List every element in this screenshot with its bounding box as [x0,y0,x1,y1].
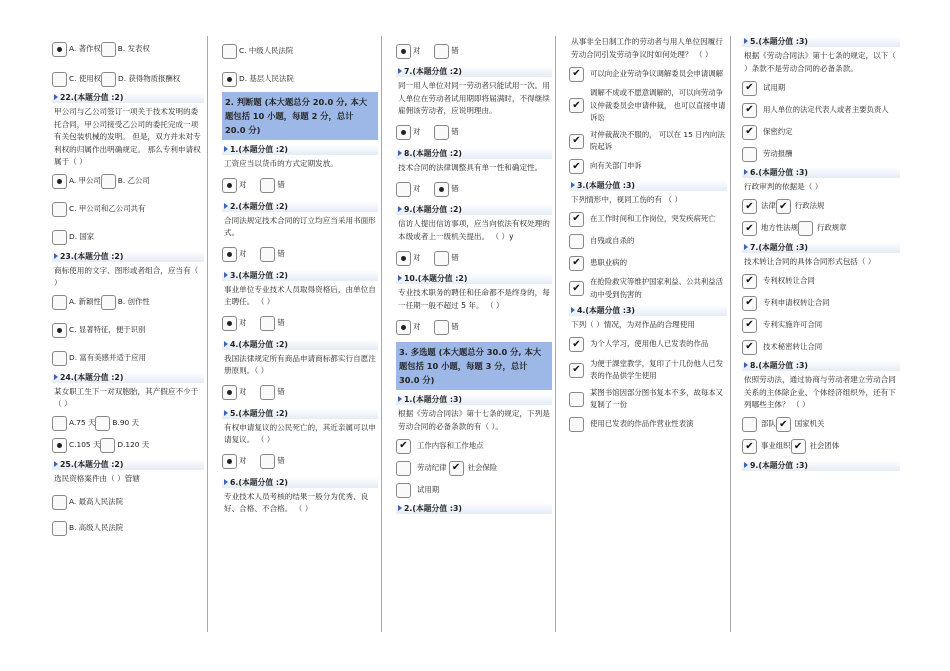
question-header: 8.(本题分值 :2) [396,148,552,159]
question-stem: 某女职工生下一对双胞胎，其产假应不少于（ ） [54,386,199,408]
option-row [742,416,900,434]
option-label: D.120 天 [117,440,150,450]
radio-true[interactable] [396,251,411,266]
option-row [569,129,727,154]
question-stem: 同一用人单位对同一劳动者只能试用一次。用人单位在劳动者试用期即将届满时，不得继续雇佣该劳动者，应说明理由。 [398,81,550,115]
checkbox[interactable]: ✔ [742,81,757,96]
radio-true[interactable] [396,44,411,59]
radio-true[interactable] [396,320,411,335]
option-label: 为个人学习，使用他人已发表的作品 [590,339,709,349]
option-row [52,437,204,455]
option-row [742,220,900,238]
option-row [569,232,727,250]
question-header: 5.(本题分值 :3) [742,36,900,47]
radio-b[interactable] [101,174,116,189]
option-row [569,158,727,176]
question-header: 5.(本题分值 :2) [222,408,378,419]
option-label: C. 使用权 [69,73,102,83]
question-stem: 专业技术人员考核的结果一般分为优秀、良好、合格、不合格。 （ ） [224,491,369,513]
option-row [396,481,552,499]
checkbox[interactable]: ✔ [449,461,464,476]
option-label: 在工作时间和工作岗位，突发疾病死亡 [590,213,716,223]
column-3 [396,36,552,632]
option-row [742,316,900,334]
radio-a[interactable] [52,495,67,510]
option-row [222,42,378,60]
true-false-row [396,42,552,60]
section-header-true-false: 2. 判断题 (本大题总分 20.0 分, 本大题包括 10 小题，每题 2 分，总计 20.0 分) [222,92,378,140]
radio-false[interactable] [434,44,449,59]
radio-b[interactable] [101,295,116,310]
question-stem: 合同法规定技术合同的订立均应当采用书面形式。 [224,215,376,237]
question-stem: 根据《劳动合同法》第十七条的规定，下列是劳动合同的必备条款的有（ ）。 [398,409,550,431]
radio-false[interactable] [260,385,275,400]
option-label: 对 [239,249,247,259]
option-label: C. 甲公司和乙公司共有 [69,204,146,214]
radio-true[interactable] [396,182,411,197]
checkbox[interactable]: ✔ [742,125,757,140]
column-4 [569,36,727,632]
option-label: 错 [277,387,285,397]
checkbox[interactable]: ✔ [742,199,757,214]
radio-c[interactable] [52,202,67,217]
radio-d[interactable] [100,438,115,453]
radio-false[interactable] [260,316,275,331]
option-label: 用人单位的法定代表人或者主要负责人 [763,104,889,114]
option-label: 错 [451,252,459,262]
true-false-row [396,249,552,267]
radio-b[interactable] [52,521,67,536]
option-label: 某图书馆因部分图书复本不多，故每本又复制了一份 [590,387,724,409]
checkbox[interactable] [569,234,584,249]
option-label: D. 国家 [69,232,95,242]
option-row [742,123,900,141]
question-header: 4.(本题分值 :2) [222,339,378,350]
radio-c[interactable] [52,323,67,338]
option-row [569,87,727,125]
option-label: 试用期 [417,484,440,494]
question-stem: 事业单位专业技术人员取得资格后，由单位自主聘任。 （ ） [224,284,376,306]
option-label: 对 [239,387,247,397]
checkbox[interactable] [396,483,411,498]
option-row [52,322,204,340]
option-row [396,437,552,455]
option-label: 专利权转让合同 [763,275,815,285]
option-label: 法律 [761,201,776,211]
true-false-row [222,453,378,471]
radio-a[interactable] [52,295,67,310]
option-row [52,350,204,368]
option-row [52,40,204,58]
option-label: B. 乙公司 [117,176,150,186]
radio-c[interactable] [52,438,67,453]
option-label: A.75 天 [69,418,96,428]
option-label: 地方性法规 [761,223,798,233]
checkbox[interactable]: ✔ [569,134,584,149]
checkbox[interactable]: ✔ [742,221,757,236]
option-label: 部队 [761,419,776,429]
option-row [742,294,900,312]
option-row [742,79,900,97]
checkbox[interactable]: ✔ [742,296,757,311]
radio-a[interactable] [52,174,67,189]
option-row [742,145,900,163]
question-stem: 依照劳动法，通过协商与劳动者建立劳动合同关系的主体除企业、个体经济组织外，还有下列哪些主体？ （ ） [744,375,896,409]
option-label: C. 中级人民法院 [239,45,294,55]
option-row [52,519,204,537]
question-header: 6.(本题分值 :2) [222,477,378,488]
section-header-multi: 3. 多选题 (本大题总分 30.0 分, 本大题包括 10 小题，每题 3 分，总计 30.0 分) [396,342,552,390]
option-label: 劳动报酬 [763,148,793,158]
true-false-row [396,180,552,198]
option-label: 工作内容和工作地点 [417,440,484,450]
option-row [742,198,900,216]
option-label: C. 显著特征，便于识别 [69,325,146,335]
true-false-row [396,124,552,142]
option-label: 为便于課堂教学，复印了十几份他人已发表的作品供学生使用 [590,358,724,380]
question-stem: 下列情形中，视同工伤的有 （ ） [571,194,683,204]
option-label: 对仲裁裁决不服的， 可以在 15 日内向法院起诉 [590,129,725,151]
radio-false[interactable] [260,454,275,469]
option-row [569,65,727,83]
question-header: 8.(本题分值 :3) [742,360,900,371]
radio-false[interactable] [434,251,449,266]
option-label: 错 [451,127,459,137]
radio-true[interactable] [222,178,237,193]
option-row [569,254,727,272]
question-stem: 商标使用的文字、图形或者组合，应当有（ ） [54,265,199,287]
option-row [742,438,900,456]
option-label: 对 [413,252,421,262]
option-label: 行政法规 [794,201,825,211]
checkbox[interactable]: ✔ [569,281,584,296]
option-label: 向有关部门申诉 [590,161,642,171]
checkbox[interactable]: ✔ [569,159,584,174]
question-stem: 从事非全日制工作的劳动者与用人单位因履行劳动合同引发劳动争议时如何处理？ （ ） [571,37,723,59]
option-label: A. 著作权 [69,43,101,53]
option-label: B. 创作性 [117,297,150,307]
radio-true[interactable] [222,385,237,400]
option-label: 专利申请权转让合同 [763,297,830,307]
option-label: 错 [277,249,285,259]
option-row [569,336,727,354]
option-row [742,101,900,119]
radio-true[interactable] [396,125,411,140]
true-false-row [222,315,378,333]
option-label: 对 [239,456,247,466]
question-stem: 选民资格案件由（ ）管辖 [54,473,140,483]
option-label: D. 富有美感并适于应用 [69,353,146,363]
checkbox[interactable]: ✔ [569,98,584,113]
question-header: 9.(本题分值 :3) [742,460,900,471]
question-stem: 下列（ ）情况，为对作品的合理使用 [571,320,695,329]
option-label: 专利实施许可合同 [763,319,823,329]
radio-d[interactable] [222,72,237,87]
checkbox[interactable]: ✔ [742,340,757,355]
radio-c[interactable] [52,72,67,87]
option-label: 对 [239,180,247,190]
question-stem: 有权申请复议的公民死亡的，其近亲属可以申请复议。 （ ） [224,422,376,444]
checkbox[interactable]: ✔ [742,103,757,118]
checkbox[interactable] [798,221,813,236]
option-label: 对 [413,321,421,331]
radio-true[interactable] [222,316,237,331]
option-label: 国家机关 [794,419,825,429]
question-header: 1.(本题分值 :3) [396,394,552,405]
option-label: 使用已发表的作品作营业性表演 [590,419,694,429]
radio-a[interactable] [52,416,67,431]
checkbox[interactable]: ✔ [742,274,757,289]
option-label: 错 [451,321,459,331]
option-label: D. 基层人民法院 [239,73,294,83]
checkbox[interactable] [742,147,757,162]
option-row [52,70,204,88]
radio-b[interactable] [95,416,110,431]
question-header: 7.(本题分值 :2) [396,66,552,77]
question-header: 3.(本题分值 :3) [569,180,727,191]
true-false-row [222,384,378,402]
option-label: 自残或自杀的 [590,235,635,245]
question-header: 2.(本题分值 :2) [222,201,378,212]
question-header: 7.(本题分值 :3) [742,242,900,253]
option-label: 患职业病的 [590,257,627,267]
question-header: 24.(本题分值 :2) [52,372,204,383]
checkbox[interactable]: ✔ [396,439,411,454]
option-label: A. 新颖性 [69,297,101,307]
radio-d[interactable] [52,230,67,245]
question-stem: 信访人提出信访事项，应当向依法有权处理的本级或者上一级机关提出。 （ ）y [398,219,550,241]
question-header: 23.(本题分值 :2) [52,251,204,262]
question-stem: 我国法律规定所有商品申请商标都实行自愿注册原则。（ ） [224,353,376,375]
option-label: B. 发表权 [117,43,150,53]
option-label: 社会团体 [809,441,840,451]
option-row [396,459,552,477]
checkbox[interactable]: ✔ [776,199,791,214]
question-header: 22.(本题分值 :2) [52,92,204,103]
question-stem: 行政审判的依据是（ ） [744,182,823,191]
radio-false[interactable] [260,247,275,262]
option-label: 对 [239,318,247,328]
option-label: 错 [451,183,459,193]
question-stem: 根据《劳动合同法》第十七条的规定，以下（ ）条款不是劳动合同的必备条款。 [744,51,896,73]
option-label: 保密约定 [763,126,793,136]
option-label: 可以向企业劳动争议调解委员会申请调解 [590,68,724,78]
checkbox[interactable]: ✔ [776,417,791,432]
checkbox[interactable]: ✔ [742,318,757,333]
checkbox[interactable]: ✔ [569,363,584,378]
option-label: 社会保险 [467,462,498,472]
checkbox[interactable]: ✔ [569,337,584,352]
option-label: 行政规章 [816,223,847,233]
option-row [222,70,378,88]
column-2 [222,36,378,632]
radio-false[interactable] [434,182,449,197]
option-row [52,294,204,312]
true-false-row [222,177,378,195]
radio-c[interactable] [222,44,237,59]
question-header: 25.(本题分值 :2) [52,459,204,470]
question-stem: 甲公司与乙公司签订一项关于技术发明的委托合同，甲公司接受乙公司的委托完成一项有关包装机械的发明。 但是，双方并未对专利权的归属作出明确规定。 那么专利申请权属于（ ） [54,107,201,166]
option-label: B.90 天 [112,418,139,428]
question-header: 9.(本题分值 :2) [396,204,552,215]
checkbox[interactable] [742,417,757,432]
option-label: 错 [277,180,285,190]
true-false-row [222,246,378,264]
option-row [742,272,900,290]
radio-false[interactable] [260,178,275,193]
option-row [52,201,204,219]
true-false-row [396,318,552,336]
checkbox[interactable]: ✔ [742,439,757,454]
option-label: 技术秘密转让合同 [763,341,823,351]
option-label: D. 获得物质报酬权 [118,73,181,83]
option-row [52,229,204,247]
option-label: 对 [413,127,421,137]
radio-false[interactable] [434,125,449,140]
option-label: 错 [451,45,459,55]
option-row [52,415,204,433]
checkbox[interactable] [396,461,411,476]
option-row [569,276,727,301]
question-header: 3.(本题分值 :2) [222,270,378,281]
column-5 [742,36,900,632]
question-header: 10.(本题分值 :2) [396,273,552,284]
radio-d[interactable] [101,72,116,87]
option-label: B. 高级人民法院 [69,522,124,532]
option-label: A. 甲公司 [69,176,101,186]
option-label: 对 [413,45,421,55]
option-row [569,416,727,434]
checkbox[interactable]: ✔ [791,439,806,454]
checkbox[interactable]: ✔ [569,67,584,82]
checkbox[interactable] [569,417,584,432]
question-header: 6.(本题分值 :3) [742,167,900,178]
checkbox[interactable]: ✔ [569,212,584,227]
option-row [569,387,727,412]
option-row [52,493,204,511]
radio-a[interactable] [52,42,67,57]
option-label: 在抢险救灾等维护国家利益、公共利益活动中受到伤害的 [590,277,724,299]
option-label: C.105 天 [69,440,101,450]
option-label: 错 [277,318,285,328]
question-header: 1.(本题分值 :2) [222,144,378,155]
option-label: 事业组织 [761,441,791,451]
question-header: 2.(本题分值 :3) [396,503,552,514]
radio-false[interactable] [434,320,449,335]
question-stem: 专业技术职务的聘任和任命都不是终身的，每一任期一般不超过 5 年。 （ ） [398,288,550,310]
question-stem: 工资应当以货币的方式定期发放。 [224,159,338,168]
option-label: 错 [277,456,285,466]
option-label: 对 [413,183,421,193]
radio-true[interactable] [222,454,237,469]
radio-d[interactable] [52,351,67,366]
column-1 [52,36,204,632]
option-row [52,173,204,191]
option-row [742,338,900,356]
option-label: 劳动纪律 [417,462,447,472]
radio-true[interactable] [222,247,237,262]
checkbox[interactable]: ✔ [569,256,584,271]
option-row [569,210,727,228]
option-row [569,358,727,383]
option-label: 调解不成或不愿意调解的，可以向劳动争议仲裁委员会申请仲裁， 也可以直接申请诉讼 [590,88,726,122]
question-stem: 技术合同的法律调整具有单一性和确定性。 [398,162,543,172]
checkbox[interactable] [569,392,584,407]
question-header: 4.(本题分值 :3) [569,305,727,316]
radio-b[interactable] [101,42,116,57]
option-label: A. 最高人民法院 [69,496,123,506]
option-label: 试用期 [763,82,786,92]
question-stem: 技术转让合同的具体合同形式包括（ ） [744,256,876,266]
